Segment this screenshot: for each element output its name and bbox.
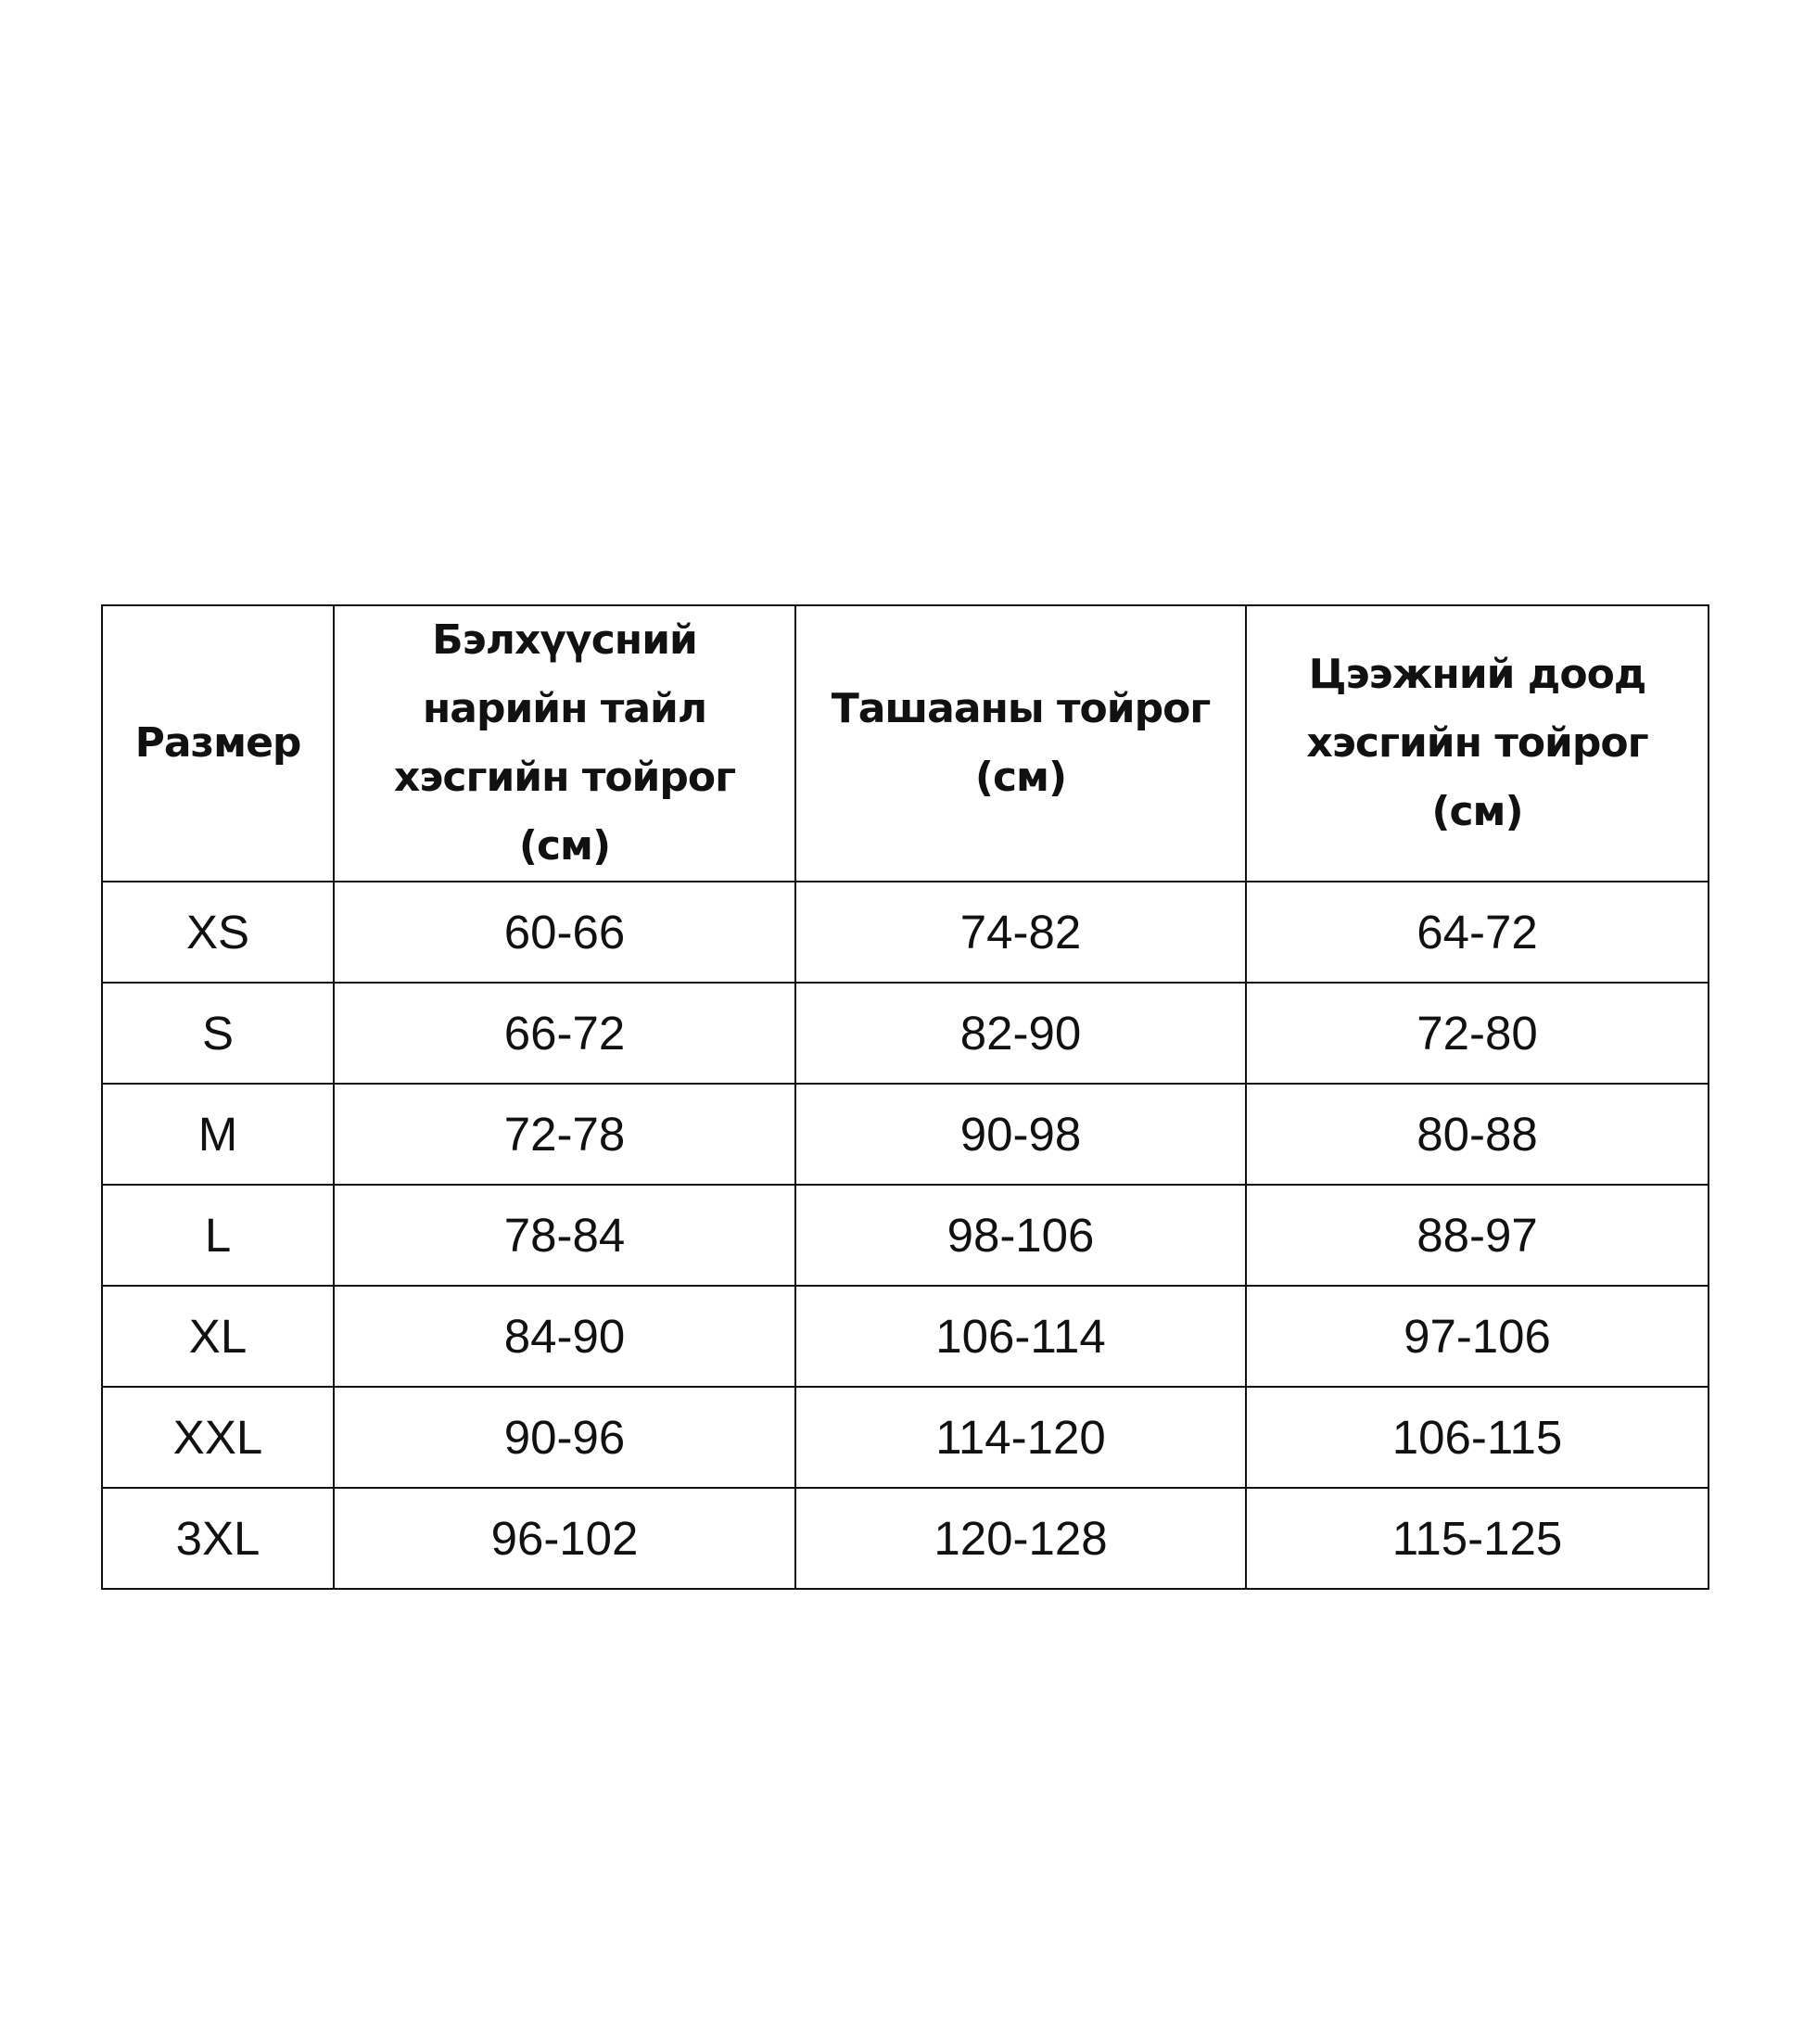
waist-cell: 90-96	[334, 1387, 795, 1488]
hip-cell: 74-82	[795, 882, 1246, 983]
hip-cell: 106-114	[795, 1286, 1246, 1387]
table-row	[102, 983, 1709, 1084]
header-underbust-line-1: Цээжний доод	[1308, 651, 1646, 698]
size-cell: M	[102, 1084, 334, 1185]
waist-cell: 84-90	[334, 1286, 795, 1387]
header-hip-line-1: Ташааны тойрог	[831, 685, 1211, 732]
table-row	[102, 1387, 1709, 1488]
waist-cell: 72-78	[334, 1084, 795, 1185]
table-row	[102, 1084, 1709, 1185]
header-underbust-line-3: (см)	[1431, 788, 1523, 835]
underbust-cell: 72-80	[1246, 983, 1709, 1084]
hip-cell: 114-120	[795, 1387, 1246, 1488]
underbust-cell: 115-125	[1246, 1488, 1709, 1589]
waist-cell: 78-84	[334, 1185, 795, 1286]
hip-cell: 120-128	[795, 1488, 1246, 1589]
waist-cell: 96-102	[334, 1488, 795, 1589]
header-hip	[795, 605, 1246, 882]
table-row	[102, 1185, 1709, 1286]
hip-cell: 90-98	[795, 1084, 1246, 1185]
hip-cell: 82-90	[795, 983, 1246, 1084]
underbust-cell: 106-115	[1246, 1387, 1709, 1488]
size-cell: S	[102, 983, 334, 1084]
header-waist	[334, 605, 795, 882]
waist-cell: 60-66	[334, 882, 795, 983]
size-cell: XL	[102, 1286, 334, 1387]
header-waist-line-1: Бэлхүүсний	[432, 616, 697, 664]
size-cell: 3XL	[102, 1488, 334, 1589]
table-row	[102, 1488, 1709, 1589]
header-hip-line-2: (см)	[974, 754, 1067, 801]
table-row	[102, 882, 1709, 983]
header-size-label: Размер	[134, 719, 301, 767]
header-underbust-line-2: хэсгийн тойрог	[1306, 719, 1648, 767]
header-row	[102, 605, 1709, 882]
header-underbust	[1246, 605, 1709, 882]
underbust-cell: 97-106	[1246, 1286, 1709, 1387]
size-cell: XXL	[102, 1387, 334, 1488]
size-cell: L	[102, 1185, 334, 1286]
header-waist-line-4: (см)	[518, 822, 611, 870]
waist-cell: 66-72	[334, 983, 795, 1084]
underbust-cell: 88-97	[1246, 1185, 1709, 1286]
underbust-cell: 80-88	[1246, 1084, 1709, 1185]
hip-cell: 98-106	[795, 1185, 1246, 1286]
size-cell: XS	[102, 882, 334, 983]
header-waist-line-2: нарийн тайл	[422, 685, 707, 732]
underbust-cell: 64-72	[1246, 882, 1709, 983]
size-chart-table	[101, 604, 1709, 1590]
table-row	[102, 1286, 1709, 1387]
header-waist-line-3: хэсгийн тойрог	[393, 754, 736, 801]
header-size	[102, 605, 334, 882]
